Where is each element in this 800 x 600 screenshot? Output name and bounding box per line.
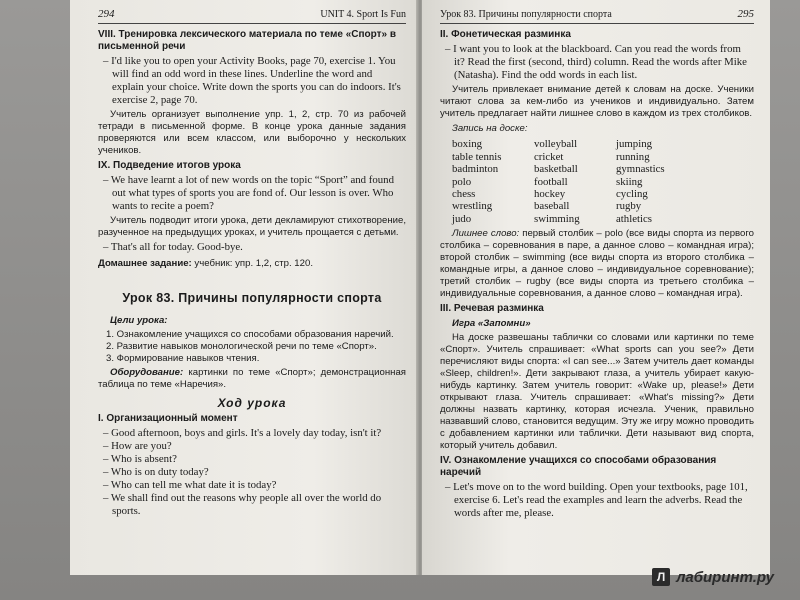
org-line-2: – How are you? <box>103 440 172 453</box>
course-heading: Ход урока <box>217 395 287 410</box>
goal-1: 1. Ознакомление учащихся со способами образования наречий. <box>106 328 394 340</box>
word-cell: hockey <box>534 188 566 201</box>
word-cell: jumping <box>616 138 652 151</box>
org-line-1: – Good afternoon, boys and girls. It's a lovely day today, isn't it? <box>103 427 382 440</box>
word-cell: skiing <box>616 175 643 188</box>
odd-word-explanation <box>440 228 754 300</box>
word-cell: swimming <box>534 212 580 225</box>
watermark <box>652 568 774 586</box>
word-cell: rugby <box>616 200 642 213</box>
board-label: Запись на доске: <box>452 123 528 135</box>
lesson-running-title: Урок 83. Причины популярности спорта <box>440 9 612 20</box>
section9-bye: – That's all for today. Good-bye. <box>103 241 243 254</box>
page-number-right: 295 <box>737 8 754 20</box>
section8-note: Учитель организует выполнение упр. 1, 2, стр. 70 из рабочей тетради в письменной форме. В конце урока данные задания проверяются или всем классом, или выборочно у нескольких учеников. <box>98 109 406 157</box>
word-cell: gymnastics <box>616 163 665 176</box>
section8-speech: – I'd like you to open your Activity Books, page 70, exercise 1. You will find an odd word in these lines. Underline the word and explain your choice. Write down the sports you can do indoors. It's exercise 2, page 70. <box>103 55 401 107</box>
section2-note: Учитель привлекает внимание детей к словам на доске. Ученики читают слова за кем-либо из учеников и индивидуально. Затем учитель предлагает найти лишнее слово в каждом из трех столбиков. <box>440 84 754 120</box>
word-cell: basketball <box>534 163 578 176</box>
game-title: Игра «Запомни» <box>452 318 531 330</box>
left-running-head <box>98 8 406 24</box>
word-cell: wrestling <box>452 200 493 213</box>
section8-heading: VIII. Тренировка лексического материала по теме «Спорт» в письменной речи <box>98 29 396 53</box>
word-cell: football <box>534 175 568 188</box>
equipment <box>98 367 406 391</box>
word-cell: badminton <box>452 163 499 176</box>
section9-speech: – We have learnt a lot of new words on the topic “Sport” and found out what types of sports you are fond of. Our lesson is over. Who wants to recite a poem? <box>103 174 394 213</box>
goals-label: Цели урока: <box>110 314 168 326</box>
word-cell: baseball <box>534 200 570 213</box>
section4-heading: IV. Ознакомление учащихся со способами образования наречий <box>440 455 717 479</box>
homework-text: учебник: упр. 1,2, стр. 120. <box>194 258 313 270</box>
word-cell: cricket <box>534 150 564 163</box>
unit-title: UNIT 4. Sport Is Fun <box>320 9 406 20</box>
right-running-head <box>440 8 754 24</box>
labirint-logo-icon: Л <box>652 568 670 586</box>
org-line-4: – Who is on duty today? <box>103 466 209 479</box>
section4-speech: – Let's move on to the word building. Open your textbooks, page 101, exercise 6. Let's read the examples and learn the adverbs. Read the words after me, please. <box>445 481 748 520</box>
word-cell: judo <box>452 212 472 225</box>
word-cell: cycling <box>616 188 648 201</box>
odd-word-text: первый столбик – polo (все виды спорта из первого столбика – соревнования в паре, а данное слово – командная игра); второй столбик – swimming (все виды спорта из второго столбика – командные игры, а данное слово – индивидуальное соревнование); третий столбик – rugby (все виды спорта из третьего столбика – индивидуальные соревнования, а данное слово – командная игра). <box>440 228 754 300</box>
left-page <box>70 0 418 575</box>
homework <box>98 257 406 270</box>
org-line-3: – Who is absent? <box>103 453 177 466</box>
word-cell: volleyball <box>534 138 578 151</box>
section2-heading: II. Фонетическая разминка <box>440 29 571 41</box>
homework-label: Домашнее задание: <box>98 258 192 270</box>
watermark-text: лабиринт.ру <box>676 568 774 586</box>
word-table <box>452 138 754 225</box>
word-cell: polo <box>452 175 472 188</box>
open-book <box>70 0 770 590</box>
org-heading: I. Организационный момент <box>98 413 238 425</box>
right-page <box>422 0 770 575</box>
equipment-text: картинки по теме «Спорт»; демонстрационная таблица по теме «Наречия». <box>98 366 406 390</box>
goal-3: 3. Формирование навыков чтения. <box>106 352 260 364</box>
section2-speech: – I want you to look at the blackboard. Can you read the words from it? Read the first (second, third) column. Read the words after Mike (Natasha). Find the odd words in each list. <box>445 43 747 82</box>
odd-word-label: Лишнее слово: <box>452 228 520 240</box>
section9-heading: IX. Подведение итогов урока <box>98 160 241 172</box>
word-cell: running <box>616 150 650 163</box>
goal-2: 2. Развитие навыков монологической речи по теме «Спорт». <box>106 340 377 352</box>
equipment-label: Оборудование: <box>110 366 184 378</box>
word-cell: boxing <box>452 138 482 151</box>
word-cell: table tennis <box>452 150 502 163</box>
word-cell: athletics <box>616 212 652 225</box>
section3-note: На доске развешаны таблички со словами или картинки по теме «Спорт». Учитель спрашивает: «What sports can you see?» Дети перечисляют виды спорта: «I can see...» Затем учитель дает команды «Sleep, children!». Дети закрывают глаза, а учитель убирает какую-нибудь картинку. Затем учитель говорит: «Wake up, please!» Дети открывают глаза. Учитель спрашивает: «What's missing?» Дети должны назвать картинку, которая исчезла. Ученик, правильно назвавший слово, становится ведущим. Эту же игру можно проводить с добавлением картинки или таблички. Дети называют вид спорта, который учитель добавил. <box>440 332 754 452</box>
section3-heading: III. Речевая разминка <box>440 303 544 315</box>
section9-note: Учитель подводит итоги урока, дети декламируют стихотворение, разученное на предыдущих уроках, и учитель прощается с детьми. <box>98 215 406 239</box>
page-number-left: 294 <box>98 8 115 20</box>
lesson-title: Урок 83. Причины популярности спорта <box>122 291 382 306</box>
org-line-6: – We shall find out the reasons why people all over the world do sports. <box>103 492 382 518</box>
org-line-5: – Who can tell me what date it is today? <box>103 479 277 492</box>
word-cell: chess <box>452 188 476 201</box>
